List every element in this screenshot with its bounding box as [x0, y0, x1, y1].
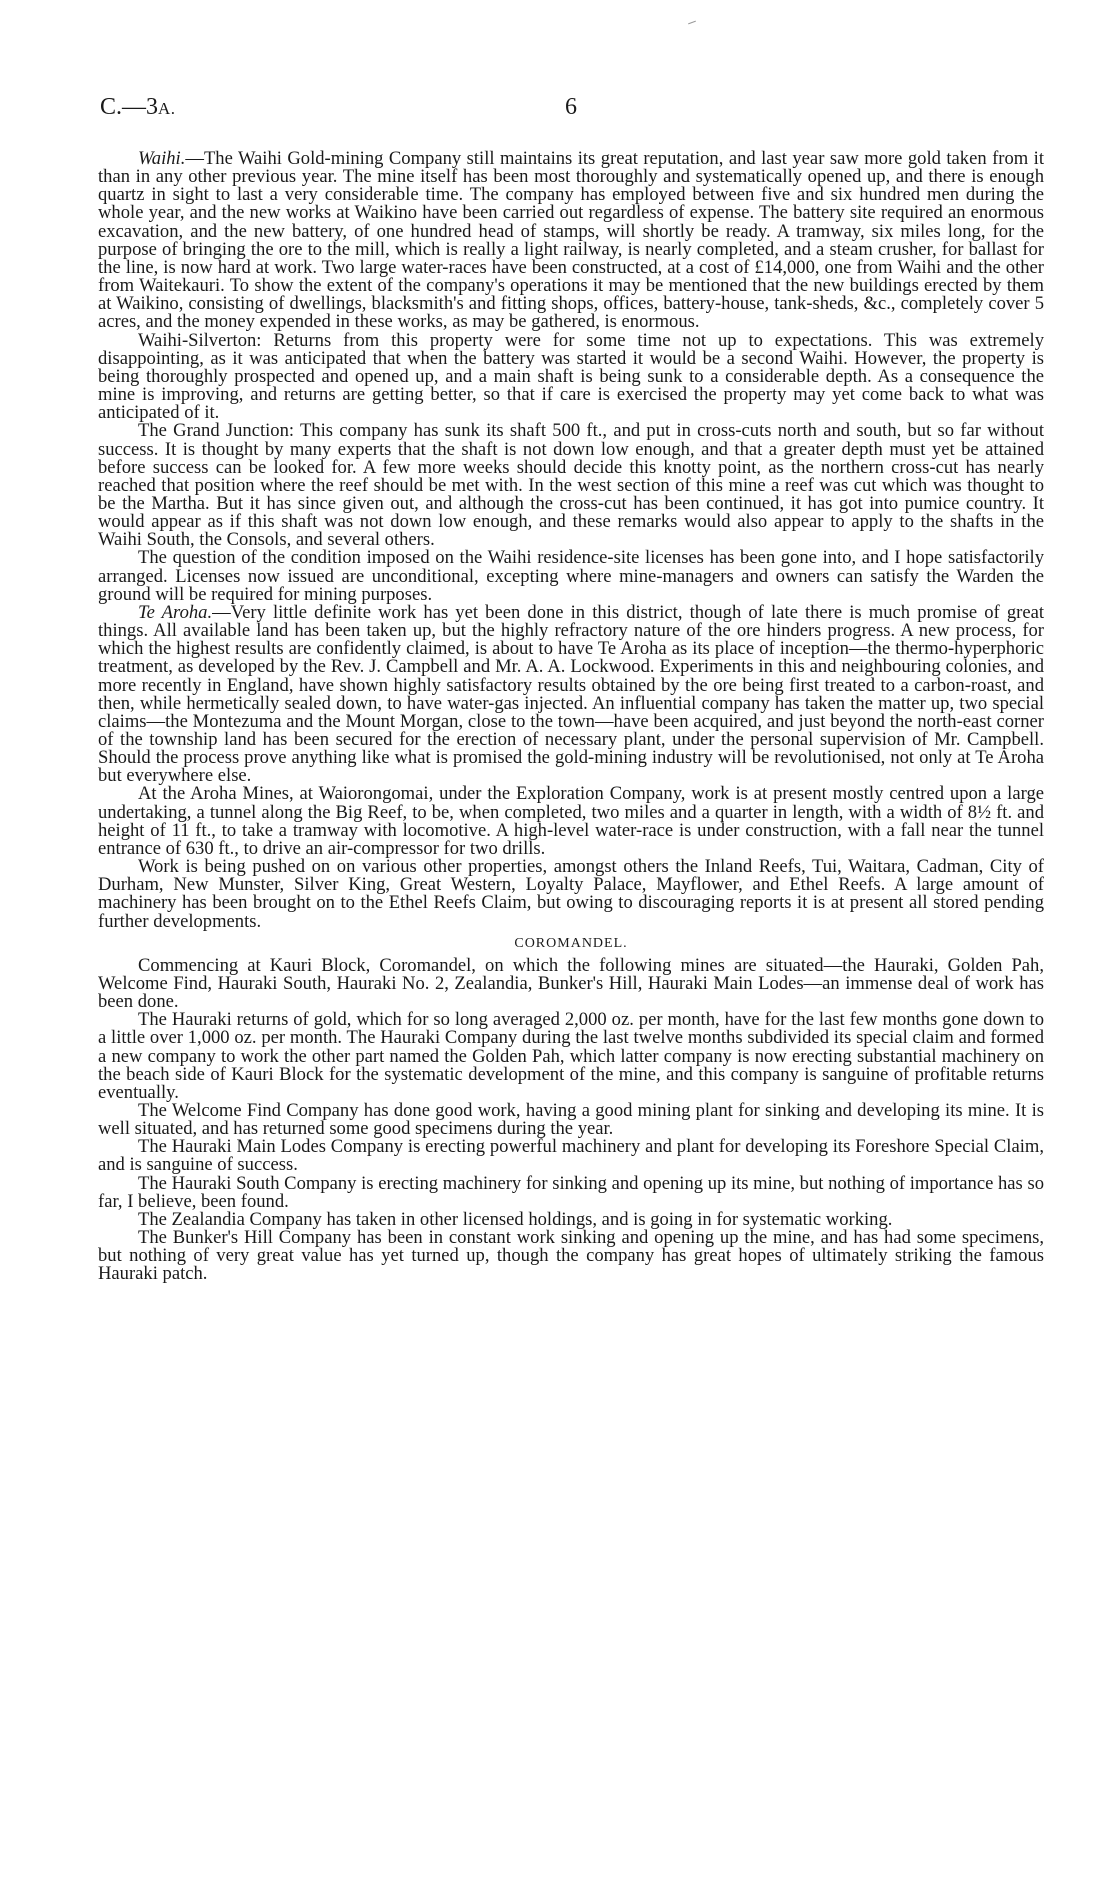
paragraph-lead: Te Aroha. [138, 601, 213, 623]
paragraph-hauraki-main-lodes: The Hauraki Main Lodes Company is erecting powerful machinery and plant for developing its Foreshore Special Claim, and is sanguine of success. [98, 1136, 1044, 1176]
page-header [100, 94, 1000, 134]
document-reference [100, 94, 176, 121]
paragraph-te-aroha [98, 601, 1044, 787]
section-heading-coromandel: COROMANDEL. [514, 935, 628, 951]
paragraph-text: —The Waihi Gold-mining Company still maintains its great reputation, and last year saw more gold taken from it than in any other previous year. The mine itself has been most thoroughly and systematically opened up, and there is enough quartz in sight to last a very considerable time. The company has employed between five and six hundred men during the whole year, and the new works at Waikino have been carried out regardless of expense. The battery site required an enormous excavation, and the new battery, of one hundred head of stamps, will shortly be ready. A tramway, six miles long, for the purpose of bringing the ore to the mill, which is really a light railway, is nearly completed, and a steam crusher, for ballast for the line, is now hard at work. Two large water-races have been constructed, at a cost of £14,000, one from Waihi and the other from Waitekauri. To show the extent of the company's operations it may be mentioned that the new buildings erected by them at Waikino, consisting of dwellings, blacksmith's and fitting shops, offices, battery-house, tank-sheds, &c., completely cover 5 acres, and the money expended in these works, as may be gathered, is enormous. [98, 148, 1044, 333]
paragraph-text: —Very little definite work has yet been done in this district, though of late there is much promise of great things. All available land has been taken up, but the highly refractory nature of the ore hinders progress. A new process, for which the highest results are confidently claimed, is about to have Te Aroha as its place of inception—the thermo-hyperphoric treatment, as developed by the Rev. J. Campbell and Mr. A. A. Lockwood. Experiments in this and neighbouring colonies, and more recently in England, have shown highly satisfactory results obtained by the ore being first treated to a carbon-roast, and then, while hermetically sealed down, to have water-gas injected. An influential company has taken the matter up, two special claims—the Montezuma and the Mount Morgan, close to the town—have been acquired, and just beyond the north-east corner of the township land has been secured for the erection of necessary plant, under the personal supervision of Mr. Campbell. Should the process prove anything like what is promised the gold-mining industry will be revolutionised, not only at Te Aroha but everywhere else. [98, 601, 1044, 787]
paragraph-lead: Waihi. [138, 148, 186, 169]
paragraph-hauraki-south: The Hauraki South Company is erecting machinery for sinking and opening up its mine, but nothing of importance has so far, I believe, been found. [98, 1172, 1044, 1212]
reference-prefix: C.—3 [100, 94, 159, 120]
paragraph-hauraki-returns: The Hauraki returns of gold, which for so long averaged 2,000 oz. per month, have for the last few months gone down to a little over 1,000 oz. per month. The Hauraki Company during the last twelve months subdivided its special claim and formed a new company to work the other part named the Golden Pah, which latter company is now erecting substantial machinery on the beach side of Kauri Block for the systematic development of the mine, and this company is sanguine of profitable returns eventually. [98, 1009, 1044, 1103]
paragraph-kauri-block: Commencing at Kauri Block, Coromandel, on which the following mines are situated—the Hauraki, Golden Pah, Welcome Find, Hauraki South, Hauraki No. 2, Zealandia, Bunker's Hill, Hauraki Main Lodes—an immense deal of work has been done. [98, 954, 1044, 1013]
paragraph-waihi [98, 150, 1044, 332]
paragraph-bunkers-hill: The Bunker's Hill Company has been in constant work sinking and opening up the mine, and has had some specimens, but nothing of very great value has yet turned up, though the company has great hopes of ultimately striking the famous Hauraki patch. [98, 1227, 1044, 1285]
paragraph-text: Work is being pushed on on various other properties, amongst others the Inland Reefs, Tui, Waitara, Cadman, City of Durham, New Munster, Silver King, Great Western, Loyalty Palace, Mayflower, and Ethel Reefs. A large amount of machinery has been brought on to the Ethel Reefs Claim, but owing to discouraging reports it is at present all stored pending further developments. [98, 856, 1044, 932]
paragraph-other-properties [98, 858, 1044, 931]
paragraph-grand-junction [98, 422, 1044, 549]
paragraph-waihi-silverton [98, 329, 1044, 424]
scan-mark [688, 21, 696, 25]
paragraph-text: Waihi-Silverton: Returns from this property were for some time not up to expectations. This was extremely disappointing, as it was anticipated that when the battery was started it would be a second Waihi. However, the property is being thoroughly prospected and opened up, and a main shaft is being sunk to a considerable depth. As a consequence the mine is improving, and returns are getting better, so that if care is exercised the property may yet come back to what was anticipated of it. [98, 329, 1044, 424]
reference-suffix: A. [158, 99, 176, 118]
paragraph-text: At the Aroha Mines, at Waiorongomai, under the Exploration Company, work is at present mostly centred upon a large undertaking, a tunnel along the Big Reef, to be, when completed, two miles and a quarter in length, with a width of 8½ ft. and height of 11 ft., to take a tramway with locomotive. A high-level water-race is under construction, with a fall near the tunnel entrance of 630 ft., to drive an air-compressor for two drills. [98, 783, 1044, 859]
paragraph-residence-licenses [98, 549, 1044, 603]
paragraph-text: The Grand Junction: This company has sunk its shaft 500 ft., and put in cross-cuts north and south, but so far without success. It is thought by many experts that the shaft is not down low enough, and that a greater depth must yet be attained before success can be looked for. A few more weeks should decide this knotty point, as the northern cross-cut has nearly reached that position where the reef should be met with. In the west section of this mine a reef was cut which was thought to be the Martha. But it has since given out, and although the cross-cut has been continued, it has got into pumice country. It would appear as if this shaft was not down low enough, and these remarks would also appear to apply to the shafts in the Waihi South, the Consols, and several others. [98, 420, 1044, 551]
page-number: 6 [565, 94, 577, 120]
paragraph-text: The question of the condition imposed on the Waihi residence-site licenses has been gone into, and I hope satisfactorily arranged. Licenses now issued are unconditional, excepting where mine-managers and owners can satisfy the Warden the ground will be required for mining purposes. [98, 547, 1044, 605]
paragraph-zealandia: The Zealandia Company has taken in other licensed holdings, and is going in for systematic working. [138, 1208, 893, 1230]
paragraph-aroha-mines [98, 785, 1044, 858]
paragraph-welcome-find: The Welcome Find Company has done good work, having a good mining plant for sinking and developing its mine. It is well situated, and has returned some good specimens during the year. [98, 1099, 1044, 1140]
body-text [98, 150, 1044, 1284]
